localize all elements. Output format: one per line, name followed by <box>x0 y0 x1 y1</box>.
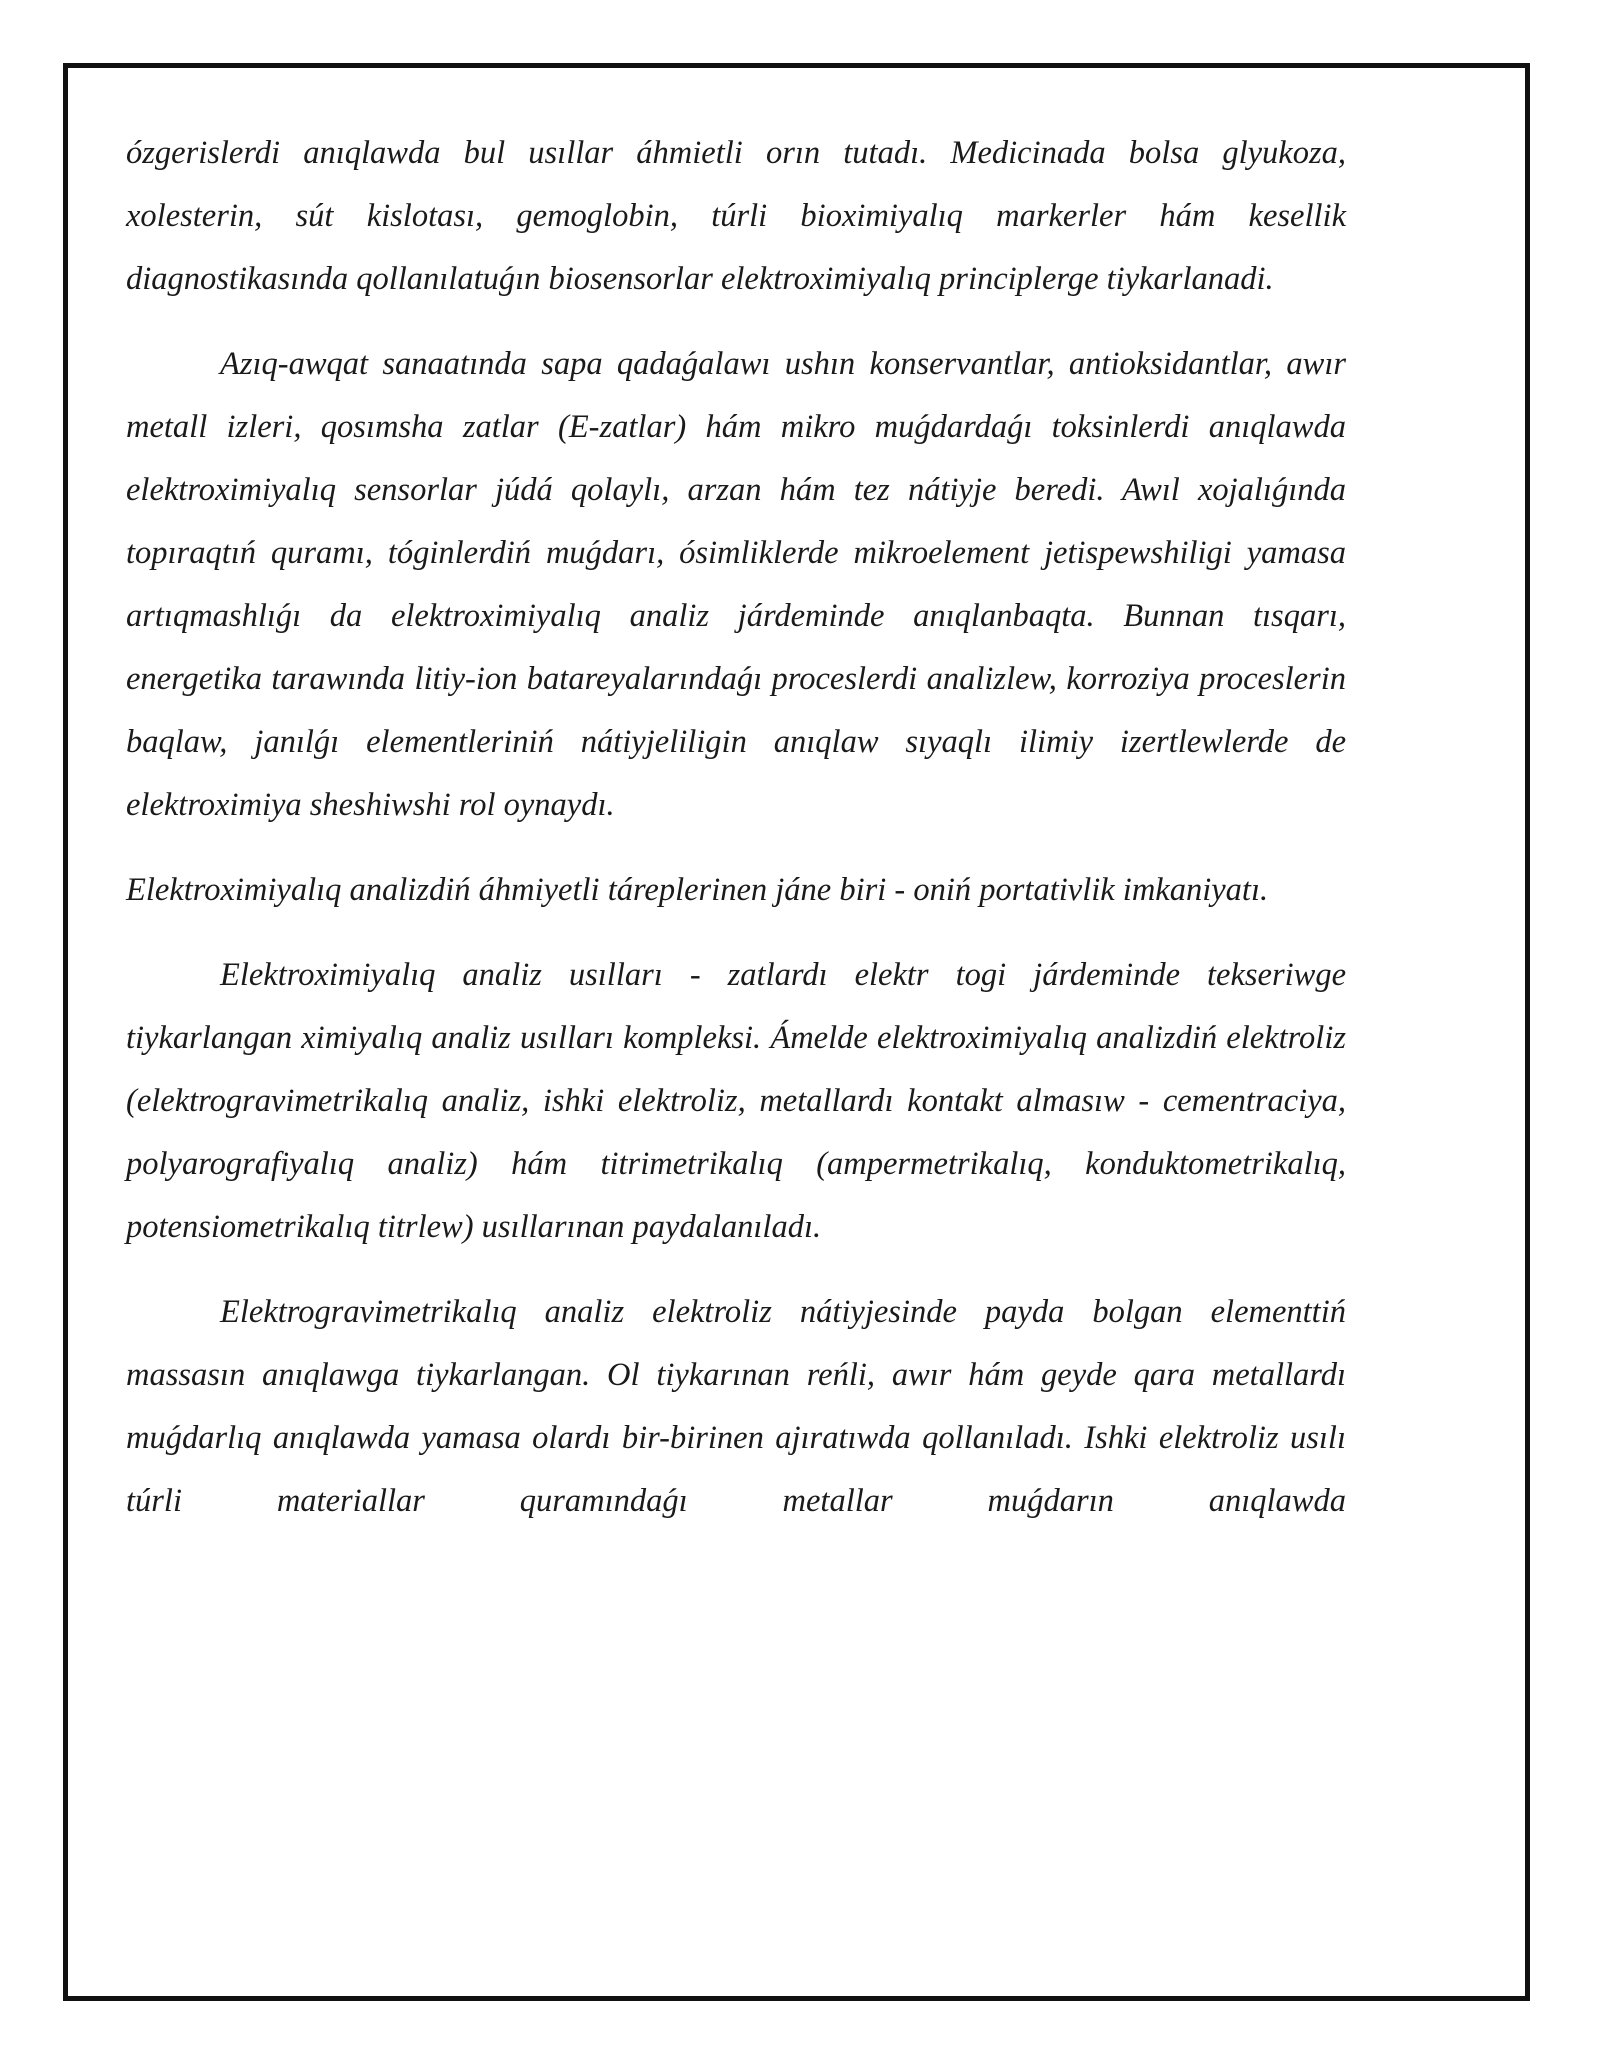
paragraph-3: Elektroximiyalıq analizdiń áhmiyetli táreplerinen jáne biri - oniń portativlik imkaniyatı. <box>126 872 1269 908</box>
paragraph-2: Azıq-awqat sanaatında sapa qadaǵalawı ushın konservantlar, antioksidantlar, awır metall izleri, qosımsha zatlar (E-zatlar) hám mikro muǵdardaǵı toksinlerdi anıqlawda elektroximiyalıq sensorlar júdá qolaylı, arzan hám tez nátiyje beredi. Awıl xojalıǵında topıraqtıń quramı, tóginlerdiń muǵdarı, ósimliklerde mikroelement jetispewshiligi yamasa artıqmashlıǵı da elektroximiyalıq analiz járdeminde anıqlanbaqta. Bunnan tısqarı, energetika tarawında litiy-ion batareyalarındaǵı proceslerdi analizlew, korroziya proceslerin baqlaw, janılǵı elementleriniń nátiyjeliligin anıqlaw sıyaqlı ilimiy izertlewlerde de elektroximiya sheshiwshi rol oynaydı. <box>126 346 1346 823</box>
paragraph-4: Elektroximiyalıq analiz usılları - zatlardı elektr togi járdeminde tekseriwge tiykarlangan ximiyalıq analiz usılları kompleksi. Ámelde elektroximiyalıq analizdiń elektroliz (elektrogravimetrikalıq analiz, ishki elektroliz, metallardı kontakt almasıw - cementraciya, polyarografiyalıq analiz) hám titrimetrikalıq (ampermetrikalıq, konduktometrikalıq, potensiometrikalıq titrlew) usıllarınan paydalanıladı. <box>126 957 1346 1245</box>
paragraph-5: Elektrogravimetrikalıq analiz elektroliz nátiyjesinde payda bolgan elementtiń massasın anıqlawga tiykarlangan. Ol tiykarınan reńli, awır hám geyde qara metallardı muǵdarlıq anıqlawda yamasa olardı bir-birinen ajıratıwda qollanıladı. Ishki elektroliz usılı túrli materiallar quramındaǵı metallar muǵdarın anıqlawda <box>126 1294 1346 1519</box>
document-body <box>126 122 1346 1533</box>
paragraph-1: ózgerislerdi anıqlawda bul usıllar áhmietli orın tutadı. Medicinada bolsa glyukoza, xolesterin, sút kislotası, gemoglobin, túrli bioximiyalıq markerler hám kesellik diagnostikasında qollanılatuǵın biosensorlar elektroximiyalıq principlerge tiykarlanadi. <box>126 135 1346 297</box>
